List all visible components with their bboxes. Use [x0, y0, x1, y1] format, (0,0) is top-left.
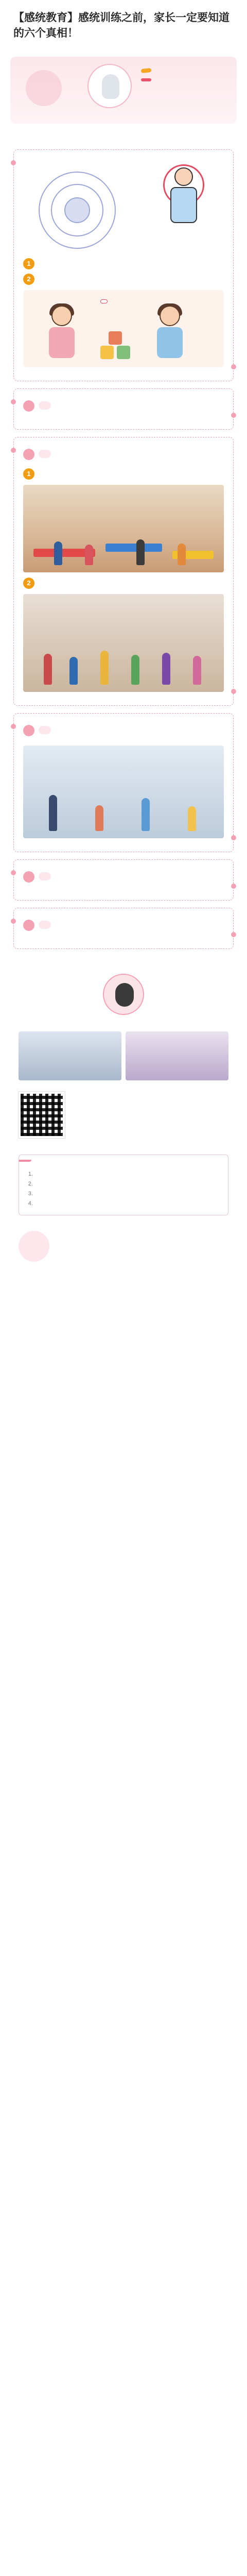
section-card-1	[13, 149, 234, 381]
hero-tags	[141, 66, 151, 81]
section-card-3	[13, 437, 234, 706]
subheading	[23, 578, 224, 589]
question-row	[23, 868, 224, 887]
notice-title	[19, 1160, 31, 1162]
question-icon	[23, 725, 34, 736]
hero-banner	[10, 57, 237, 124]
kid-head	[160, 306, 180, 326]
kid-head	[51, 306, 72, 326]
subheading	[23, 258, 224, 269]
child-in-photo	[193, 656, 201, 685]
toy-block	[100, 346, 114, 359]
speech-bubble	[100, 299, 108, 303]
section-card-4	[13, 713, 234, 852]
person-in-photo	[142, 798, 150, 831]
child-in-photo	[69, 657, 78, 685]
person-in-photo	[49, 795, 57, 831]
question-icon	[23, 871, 34, 883]
kid-figure	[152, 306, 188, 362]
child-head	[174, 167, 193, 186]
question-icon	[23, 920, 34, 931]
question-row	[23, 722, 224, 740]
gym-mat	[105, 544, 162, 552]
subheading-number: 2	[23, 274, 34, 285]
child-body	[170, 187, 197, 223]
question-row	[23, 446, 224, 464]
question-bubble	[39, 921, 51, 929]
hero-mascot-image	[87, 64, 132, 108]
author-avatar	[103, 974, 144, 1015]
question-bubble	[39, 872, 51, 880]
subheading	[23, 468, 224, 480]
inner-ring	[64, 197, 90, 223]
gym-photo	[23, 485, 224, 572]
gallery-photo[interactable]	[126, 1031, 228, 1080]
brand-logo	[19, 1231, 49, 1262]
child-in-photo	[131, 655, 139, 685]
author-section	[0, 959, 247, 1015]
notice-item	[34, 1170, 221, 1179]
activity-photo	[23, 745, 224, 838]
child-in-photo	[85, 545, 93, 565]
question-bubble	[39, 401, 51, 410]
article-meta	[0, 46, 247, 54]
qr-code-image[interactable]	[19, 1092, 65, 1138]
child-in-photo	[100, 651, 109, 685]
child-in-photo	[54, 541, 62, 565]
subheading	[23, 274, 224, 285]
subheading-number: 2	[23, 578, 34, 589]
question-bubble	[39, 450, 51, 458]
question-row	[23, 917, 224, 935]
section-card-6	[13, 908, 234, 949]
intro-text	[0, 124, 247, 142]
kids-playing-illustration	[23, 290, 224, 367]
sensory-ring-diagram	[23, 160, 224, 253]
notice-list	[19, 1164, 228, 1209]
notice-box	[19, 1155, 228, 1215]
notice-item	[34, 1179, 221, 1189]
subheading-number: 1	[23, 468, 34, 480]
person-in-photo	[188, 806, 196, 831]
notice-item	[34, 1189, 221, 1199]
question-icon	[23, 449, 34, 460]
child-in-photo	[162, 653, 170, 685]
gallery-photo[interactable]	[19, 1031, 121, 1080]
child-in-photo	[136, 539, 145, 565]
photo-gallery	[0, 1028, 247, 1083]
kid-figure	[44, 306, 80, 362]
section-card-2	[13, 388, 234, 430]
toy-block	[117, 346, 130, 359]
hero-tag-sub	[141, 78, 151, 81]
author-bio	[0, 1020, 247, 1028]
subheading-number: 1	[23, 258, 34, 269]
qr-section	[0, 1083, 247, 1146]
question-row	[23, 397, 224, 416]
child-in-photo	[178, 544, 186, 565]
kid-body	[157, 327, 183, 358]
person-in-photo	[95, 805, 103, 831]
child-in-photo	[44, 654, 52, 685]
child-target-illustration	[159, 167, 208, 240]
kid-body	[49, 327, 75, 358]
toy-block	[109, 331, 122, 345]
article-title: 【感统教育】感统训练之前，家长一定要知道的六个真相！	[13, 12, 230, 39]
section-card-5	[13, 859, 234, 901]
question-icon	[23, 400, 34, 412]
hero-tag-main	[141, 68, 152, 73]
training-photo	[23, 594, 224, 692]
footer-brand	[0, 1224, 247, 1277]
question-bubble	[39, 726, 51, 734]
hero-decoration	[26, 70, 62, 106]
notice-item	[34, 1199, 221, 1209]
